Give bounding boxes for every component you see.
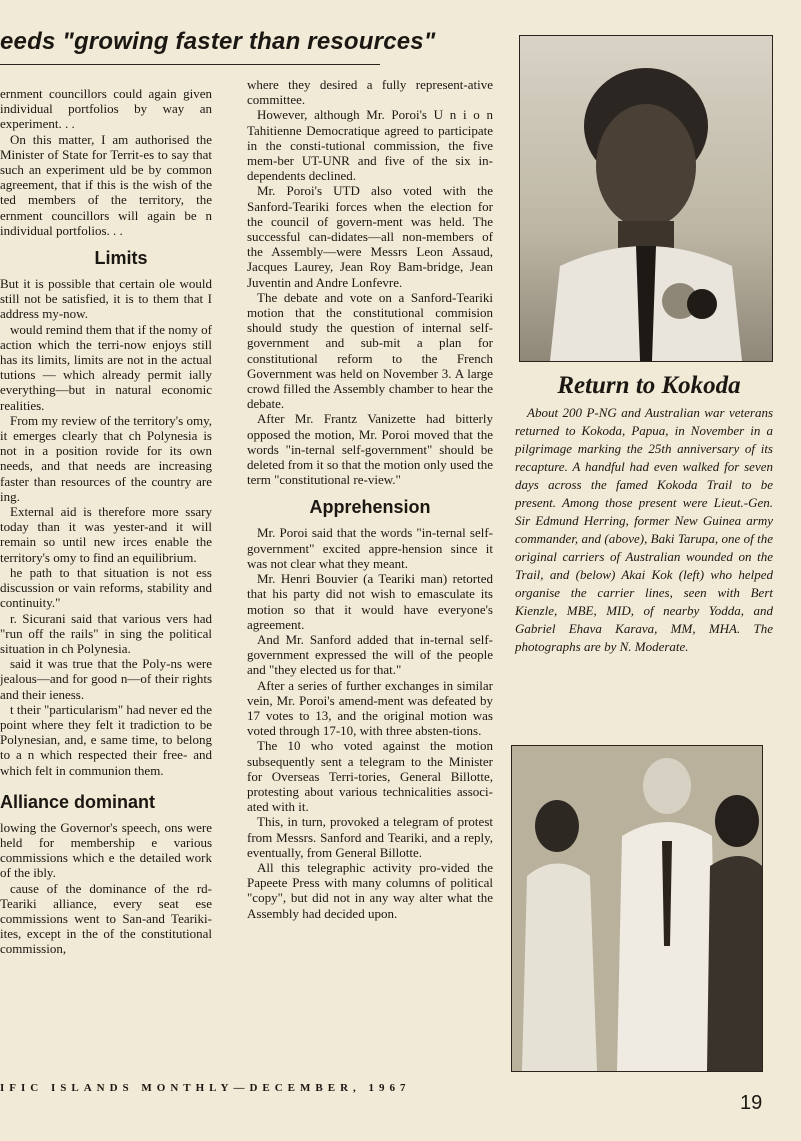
article-headline: eeds "growing faster than resources": [0, 28, 436, 55]
photo-portrait-baki-tarupa: [519, 35, 773, 362]
paragraph: From my review of the territory's omy, it emerges clearly that ch Polynesia is not in a position rovide for its own needs, and that needs are increasing faster than resources of the country are ing.: [0, 412, 212, 504]
paragraph: However, although Mr. Poroi's U n i o n Tahitienne Democratique agreed to participate in the consti-tutional commission, the five mem-ber UT-UNR and five of the six in-dependents declined.: [247, 107, 493, 184]
paragraph: he path to that situation is not ess discussion or vain reforms, stability and continuity.": [0, 564, 212, 611]
article-column-1: [0, 86, 212, 957]
paragraph: But it is possible that certain ole would still not be satisfied, it is to them that I address my-now.: [0, 276, 212, 322]
paragraph: cause of the dominance of the rd-Teariki alliance, every seat ese commissions went to San-and Teariki-ites, except in the of the constitutional commission,: [0, 880, 212, 957]
paragraph: And Mr. Sanford added that in-ternal self-government expressed the will of the people and "they elected us for that.": [247, 631, 493, 678]
paragraph: The debate and vote on a Sanford-Teariki motion that the constitutional commision should study the question of internal self-government and sub-mit a plan for constitutional reform to the French Government was held on November 3. A large crowd filled the Assembly chamber to hear the debate.: [247, 289, 493, 412]
paragraph: Mr. Henri Bouvier (a Teariki man) retorted that his party did not wish to emasculate its motion so that it would have everyone's agreement.: [247, 571, 493, 632]
paragraph: On this matter, I am authorised the Minister of State for Territ-es to say that such an experiment uld be by common agreement, that if this is the wish of the ted members of the territory, the ernment councillors will again be n individual portfolios. . .: [0, 131, 212, 238]
portrait-illustration: [520, 36, 772, 361]
paragraph: After Mr. Frantz Vanizette had bitterly opposed the motion, Mr. Poroi moved that the words "in-ternal self-government" should be deleted from it so that the motion only used the term "constitutional re-view.": [247, 411, 493, 488]
subheading-apprehension: Apprehension: [309, 497, 431, 518]
subheading-limits: Limits: [94, 248, 148, 269]
photo-caption: [515, 404, 773, 656]
paragraph: where they desired a fully represent-ative committee.: [247, 77, 493, 108]
subheading-alliance-dominant: Alliance dominant: [0, 791, 156, 812]
article-column-2: [247, 77, 493, 921]
paragraph: t their "particularism" had never ed the point where they felt it tradiction to be Polynesian, and, e same time, to belong to a n which respected their free- and which felt in communion them.: [0, 701, 212, 778]
group-illustration: [512, 746, 762, 1071]
paragraph: would remind them that if the nomy of action which the terri-now enjoys still has its limits, limits are not in the actual tutions — which already permit ially everything—but in natural economic realities.: [0, 321, 212, 413]
paragraph: After a series of further exchanges in similar vein, Mr. Poroi's amend-ment was defeated by 17 votes to 13, and the original motion was voted through 17-10, with three absten-tions.: [247, 677, 493, 739]
paragraph: ernment councillors could again given individual portfolios by way an experiment. . .: [0, 86, 212, 132]
caption-title: Return to Kokoda: [557, 372, 741, 399]
paragraph: External aid is therefore more ssary today than it was yester-and it will remain so until new irces enable the territory's omy to find an equilibrium.: [0, 504, 212, 565]
running-footer: IFIC ISLANDS MONTHLY—DECEMBER, 1967: [0, 1082, 411, 1094]
headline-rule: [0, 64, 380, 65]
paragraph: Mr. Poroi's UTD also voted with the Sanford-Teariki forces when the election for the council of govern-ment was held. The successful can-didates—all non-members of the Assembly—were Messrs Leon Assaud, Jacques Laurey, Jean Roy Bam-bridge, Jean Juventin and Andre Lonfevre.: [247, 183, 493, 290]
paragraph: All this telegraphic activity pro-vided the Papeete Press with many columns of political "copy", but did not in any way alter what the Assembly had decided upon.: [247, 859, 493, 921]
page-number: 19: [740, 1092, 763, 1114]
paragraph: Mr. Poroi said that the words "in-ternal self-government" excited appre-hension since it was not clear what they meant.: [247, 525, 493, 571]
paragraph: said it was true that the Poly-ns were jealous—and for good n—of their rights and their ieness.: [0, 656, 212, 702]
photo-group-veterans: [511, 745, 763, 1072]
paragraph: lowing the Governor's speech, ons were held for membership e various commissions which e the detailed work of the ibly.: [0, 819, 212, 881]
paragraph: This, in turn, provoked a telegram of protest from Messrs. Sanford and Teariki, and a reply, eventually, from General Billotte.: [247, 814, 493, 860]
paragraph: The 10 who voted against the motion subsequently sent a telegram to the Minister for Overseas Terri-tories, General Billotte, protesting about various technicalities associ-ated with it.: [247, 738, 493, 815]
caption-text: About 200 P-NG and Australian war veterans returned to Kokoda, Papua, in November in a pilgrimage marking the 25th anniversary of its recapture. A handful had even walked for seven days across the famed Kokoda Trail to be present. Among those present were Lieut.-Gen. Sir Edmund Herring, former New Guinea army commander, and (above), Baki Tarupa, one of the original carriers of Australian wounded on the Trail, and (below) Akai Kok (left) who helped organise the carrier lines, seen with Bert Kienzle, MBE, MID, of nearby Yodda, and Gabriel Ehava Karava, MM, MHA. The photographs are by N. Moderate.: [515, 405, 773, 654]
paragraph: r. Sicurani said that various vers had "run off the rails" in sing the political situation in ch Polynesia.: [0, 610, 212, 656]
